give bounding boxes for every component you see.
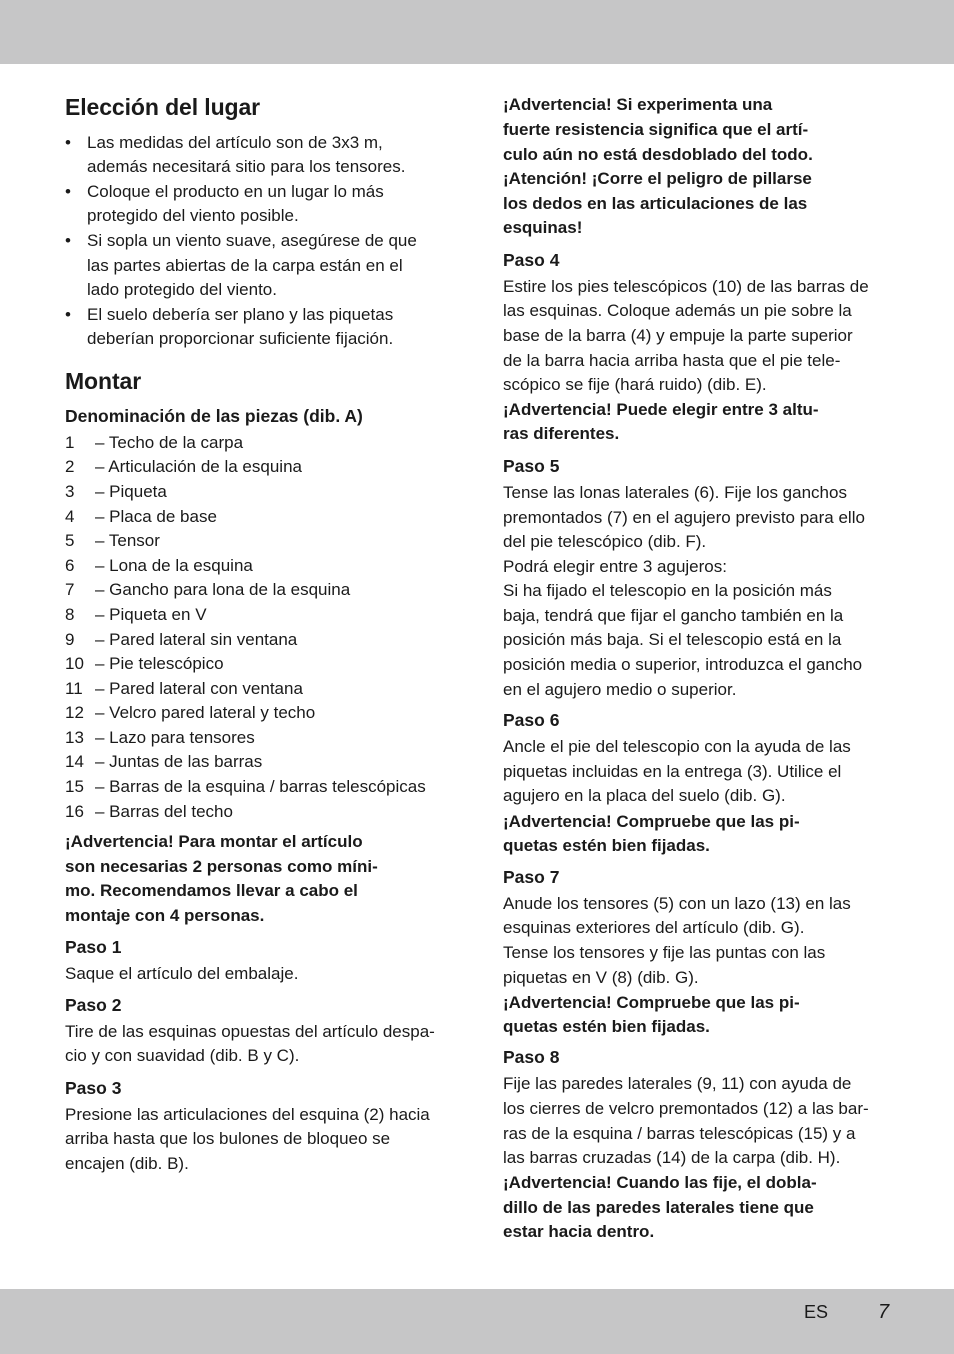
paso8-warning: estar hacia dentro. xyxy=(503,1222,655,1241)
paso2-title: Paso 2 xyxy=(65,995,122,1015)
list-item: deberían proporcionar suficiente fijación. xyxy=(87,329,394,348)
paso2-text: Tire de las esquinas opuestas del artículo despa- xyxy=(65,1022,435,1041)
list-item: 13 – Lazo para tensores xyxy=(65,728,255,747)
footer-language: ES xyxy=(804,1302,829,1322)
paso8-text: Fije las paredes laterales (9, 11) con ayuda de xyxy=(503,1074,852,1093)
paso4-text: Estire los pies telescópicos (10) de las barras de xyxy=(503,277,869,296)
warning-line: culo aún no está desdoblado del todo. xyxy=(503,145,813,164)
paso4-title: Paso 4 xyxy=(503,250,560,270)
list-item: 10 – Pie telescópico xyxy=(65,654,224,673)
bullet-dot: • xyxy=(65,133,71,152)
list-item: 15 – Barras de la esquina / barras telescópicas xyxy=(65,777,426,796)
paso8-text: ras de la esquina / barras telescópicas (15) y a xyxy=(503,1124,856,1143)
list-item: protegido del viento posible. xyxy=(87,206,299,225)
list-item: 8 – Piqueta en V xyxy=(65,605,207,624)
list-item: 7 – Gancho para lona de la esquina xyxy=(65,580,351,599)
list-item: 9 – Pared lateral sin ventana xyxy=(65,630,298,649)
paso5-text: Tense las lonas laterales (6). Fije los ganchos xyxy=(503,483,847,502)
paso5-text: Podrá elegir entre 3 agujeros: xyxy=(503,557,727,576)
list-item: además necesitará sitio para los tensores. xyxy=(87,157,406,176)
list-item: 14 – Juntas de las barras xyxy=(65,752,263,771)
list-item: El suelo debería ser plano y las piquetas xyxy=(87,305,394,324)
paso6-text: agujero en la placa del suelo (dib. G). xyxy=(503,786,786,805)
list-item: las partes abiertas de la carpa están en el xyxy=(87,256,403,275)
paso8-text: las barras cruzadas (14) de la carpa (dib. H). xyxy=(503,1148,841,1167)
paso7-warning: quetas estén bien fijadas. xyxy=(503,1017,710,1036)
paso5-text: premontados (7) en el agujero previsto para ello xyxy=(503,508,865,527)
paso6-title: Paso 6 xyxy=(503,710,560,730)
paso7-warning: ¡Advertencia! Compruebe que las pi- xyxy=(503,993,800,1012)
bullet-dot: • xyxy=(65,305,71,324)
paso4-text: de la barra hacia arriba hasta que el pie tele- xyxy=(503,351,841,370)
header-bar xyxy=(0,0,954,64)
paso7-text: Tense los tensores y fije las puntas con las xyxy=(503,943,826,962)
paso4-warning: ras diferentes. xyxy=(503,424,620,443)
paso8-warning: ¡Advertencia! Cuando las fije, el dobla- xyxy=(503,1173,817,1192)
paso5-text: baja, tendrá que fijar el gancho también en la xyxy=(503,606,844,625)
paso4-text: base de la barra (4) y empuje la parte superior xyxy=(503,326,853,345)
list-item: lado protegido del viento. xyxy=(87,280,277,299)
paso7-title: Paso 7 xyxy=(503,867,560,887)
paso1-title: Paso 1 xyxy=(65,937,122,957)
warning-line: son necesarias 2 personas como míni- xyxy=(65,857,378,876)
paso6-text: piquetas incluidas en la entrega (3). Utilice el xyxy=(503,762,842,781)
parts-heading: Denominación de las piezas (dib. A) xyxy=(65,406,363,426)
warning-line: ¡Atención! ¡Corre el peligro de pillarse xyxy=(503,169,812,188)
paso5-text: Si ha fijado el telescopio en la posición más xyxy=(503,581,832,600)
list-item: 3 – Piqueta xyxy=(65,482,167,501)
paso6-warning: ¡Advertencia! Compruebe que las pi- xyxy=(503,812,800,831)
paso5-text: en el agujero medio o superior. xyxy=(503,680,737,699)
paso4-warning: ¡Advertencia! Puede elegir entre 3 altu- xyxy=(503,400,819,419)
paso8-title: Paso 8 xyxy=(503,1047,560,1067)
paso3-text: Presione las articulaciones del esquina (2) hacia xyxy=(65,1105,430,1124)
warning-line: mo. Recomendamos llevar a cabo el xyxy=(65,881,358,900)
page-number: 7 xyxy=(878,1301,890,1323)
paso4-text: scópico se fije (hará ruido) (dib. E). xyxy=(503,375,767,394)
paso2-text: cio y con suavidad (dib. B y C). xyxy=(65,1046,300,1065)
list-item: 5 – Tensor xyxy=(65,531,160,550)
paso4-text: las esquinas. Coloque además un pie sobre la xyxy=(503,301,852,320)
warning-line: fuerte resistencia significa que el artí- xyxy=(503,120,809,139)
list-item: 11 – Pared lateral con ventana xyxy=(65,679,303,698)
paso3-text: encajen (dib. B). xyxy=(65,1154,189,1173)
paso6-warning: quetas estén bien fijadas. xyxy=(503,836,710,855)
paso7-text: piquetas en V (8) (dib. G). xyxy=(503,968,699,987)
bullet-dot: • xyxy=(65,182,71,201)
list-item: 16 – Barras del techo xyxy=(65,802,233,821)
list-item: Si sopla un viento suave, asegúrese de que xyxy=(87,231,417,250)
list-item: 4 – Placa de base xyxy=(65,507,217,526)
paso3-text: arriba hasta que los bulones de bloqueo se xyxy=(65,1129,391,1148)
list-item: 12 – Velcro pared lateral y techo xyxy=(65,703,316,722)
list-item: Las medidas del artículo son de 3x3 m, xyxy=(87,133,383,152)
paso8-text: los cierres de velcro premontados (12) a las bar- xyxy=(503,1099,869,1118)
heading-montar: Montar xyxy=(65,368,142,394)
warning-line: ¡Advertencia! Para montar el artículo xyxy=(65,832,363,851)
warning-line: montaje con 4 personas. xyxy=(65,906,265,925)
paso5-text: posición media o superior, introduzca el gancho xyxy=(503,655,863,674)
paso5-text: posición más baja. Si el telescopio está en la xyxy=(503,630,842,649)
paso7-text: esquinas exteriores del artículo (dib. G). xyxy=(503,918,805,937)
paso8-warning: dillo de las paredes laterales tiene que xyxy=(503,1198,814,1217)
paso1-text: Saque el artículo del embalaje. xyxy=(65,964,299,983)
list-item: 2 – Articulación de la esquina xyxy=(65,457,302,476)
paso3-title: Paso 3 xyxy=(65,1078,122,1098)
list-item: 6 – Lona de la esquina xyxy=(65,556,253,575)
bullet-dot: • xyxy=(65,231,71,250)
list-item: 1 – Techo de la carpa xyxy=(65,433,244,452)
paso5-title: Paso 5 xyxy=(503,456,560,476)
paso5-text: del pie telescópico (dib. F). xyxy=(503,532,707,551)
warning-line: los dedos en las articulaciones de las xyxy=(503,194,808,213)
paso6-text: Ancle el pie del telescopio con la ayuda de las xyxy=(503,737,851,756)
paso7-text: Anude los tensores (5) con un lazo (13) en las xyxy=(503,894,851,913)
warning-line: esquinas! xyxy=(503,218,583,237)
list-item: Coloque el producto en un lugar lo más xyxy=(87,182,384,201)
heading-eleccion-lugar: Elección del lugar xyxy=(65,94,261,120)
warning-line: ¡Advertencia! Si experimenta una xyxy=(503,95,773,114)
